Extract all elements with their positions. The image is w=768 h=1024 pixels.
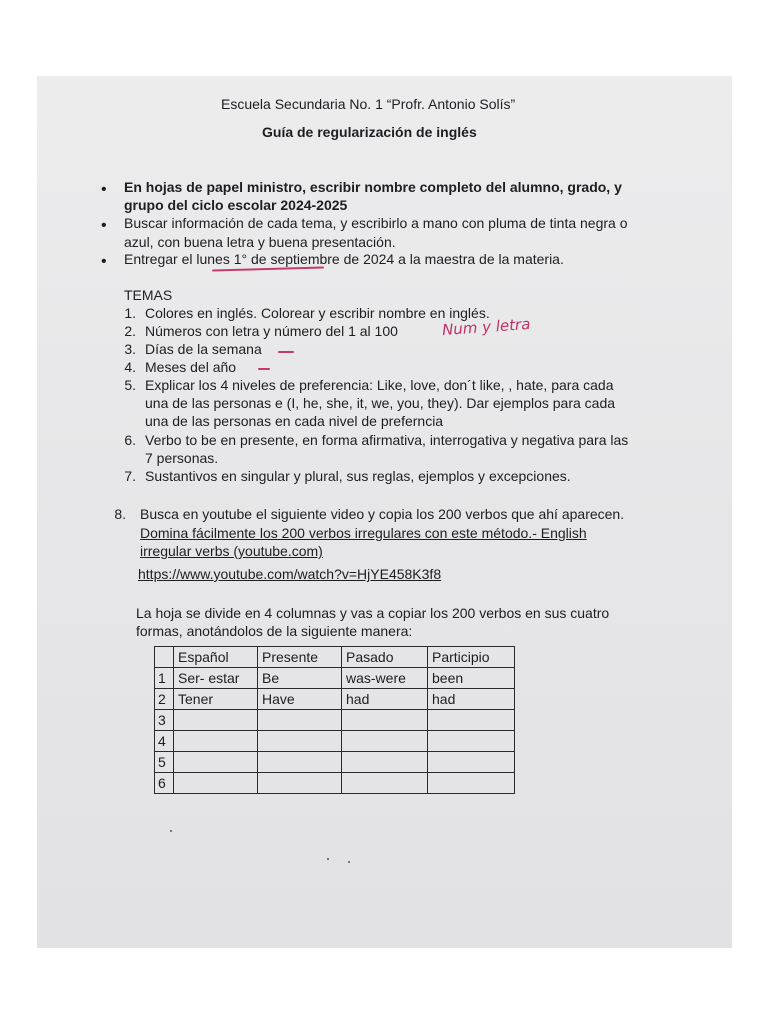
instruction-2-line-1: Buscar información de cada tema, y escribirlo a mano con pluma de tinta negra o xyxy=(124,215,628,231)
tema-5-line-2: una de las personas e (I, he, she, it, we, you, they). Dar ejemplos para cada xyxy=(145,395,616,411)
header-espanol: Español xyxy=(174,647,258,668)
instruction-1-line-1: En hojas de papel ministro, escribir nombre completo del alumno, grado, y xyxy=(124,179,622,195)
table-cell xyxy=(174,731,258,752)
table-cell xyxy=(428,773,515,794)
row-number: 4 xyxy=(155,731,174,752)
table-cell: had xyxy=(428,689,515,710)
item-number: 2. xyxy=(124,323,136,339)
bullet-icon: • xyxy=(101,253,107,270)
table-cell xyxy=(342,773,428,794)
table-header-row xyxy=(155,647,515,668)
row-number: 6 xyxy=(155,773,174,794)
item-number: 3. xyxy=(124,341,136,357)
table-cell: had xyxy=(342,689,428,710)
table-cell xyxy=(258,752,342,773)
table-cell: Be xyxy=(258,668,342,689)
handwritten-note: Num y letra xyxy=(441,314,531,340)
row-number: 3 xyxy=(155,710,174,731)
bullet-icon: • xyxy=(101,181,107,198)
tema-4: Meses del año xyxy=(145,359,237,375)
table-row xyxy=(155,731,515,752)
item-number: 1. xyxy=(124,305,136,321)
table-cell xyxy=(174,773,258,794)
row-number: 2 xyxy=(155,689,174,710)
tema-5-line-1: Explicar los 4 niveles de preferencia: Like, love, don´t like, , hate, para cada xyxy=(145,377,614,393)
table-intro-line-1: La hoja se divide en 4 columnas y vas a copiar los 200 verbos en sus cuatro xyxy=(136,605,610,621)
paper-speck xyxy=(170,830,172,832)
header-pasado: Pasado xyxy=(342,647,428,668)
table-corner-cell xyxy=(155,647,174,668)
row-number: 1 xyxy=(155,668,174,689)
item-number: 8. xyxy=(114,506,126,522)
pen-dash xyxy=(258,368,270,370)
table-cell xyxy=(258,710,342,731)
pen-dash xyxy=(278,351,294,353)
row-number: 5 xyxy=(155,752,174,773)
temas-heading: TEMAS xyxy=(124,287,173,303)
verbs-table xyxy=(154,646,515,794)
table-cell xyxy=(342,731,428,752)
video-url-link[interactable]: https://www.youtube.com/watch?v=HjYE458K3f8 xyxy=(138,566,442,582)
item-number: 7. xyxy=(124,468,136,484)
table-cell: was-were xyxy=(342,668,428,689)
tema-7: Sustantivos en singular y plural, sus reglas, ejemplos y excepciones. xyxy=(145,468,571,484)
tema-6-line-1: Verbo to be en presente, en forma afirmativa, interrogativa y negativa para las xyxy=(145,432,629,448)
header-presente: Presente xyxy=(258,647,342,668)
item-number: 6. xyxy=(124,432,136,448)
table-cell xyxy=(342,710,428,731)
tema-2: Números con letra y número del 1 al 100 xyxy=(145,323,398,339)
table-intro-line-2: formas, anotándolos de la siguiente manera: xyxy=(136,623,413,639)
tema-3: Días de la semana xyxy=(145,341,262,357)
header-participio: Participio xyxy=(428,647,515,668)
tema-8-line-1: Busca en youtube el siguiente video y copia los 200 verbos que ahí aparecen. xyxy=(140,506,625,522)
item-number: 4. xyxy=(124,359,136,375)
table-cell xyxy=(428,710,515,731)
video-title-link[interactable]: Domina fácilmente los 200 verbos irregulares con este método.- English xyxy=(140,525,587,541)
item-number: 5. xyxy=(124,377,136,393)
table-row xyxy=(155,752,515,773)
table-cell xyxy=(428,752,515,773)
instruction-2-line-2: azul, con buena letra y buena presentación. xyxy=(124,234,396,250)
bullet-icon: • xyxy=(101,217,107,234)
table-cell: Tener xyxy=(174,689,258,710)
paper-speck xyxy=(348,861,350,863)
tema-1: Colores en inglés. Colorear y escribir nombre en inglés. xyxy=(145,305,490,321)
table-cell xyxy=(258,731,342,752)
table-row xyxy=(155,773,515,794)
table-cell xyxy=(174,752,258,773)
table-row xyxy=(155,668,515,689)
table-cell xyxy=(258,773,342,794)
table-row xyxy=(155,710,515,731)
video-title-link-cont[interactable]: irregular verbs (youtube.com) xyxy=(140,543,323,559)
table-cell xyxy=(342,752,428,773)
tema-5-line-3: una de las personas en cada nivel de preferncia xyxy=(145,413,444,429)
school-name: Escuela Secundaria No. 1 “Profr. Antonio Solís” xyxy=(221,96,516,112)
table-row xyxy=(155,689,515,710)
table-cell xyxy=(428,731,515,752)
paper-speck xyxy=(327,858,329,860)
table-cell xyxy=(174,710,258,731)
instruction-3: Entregar el lunes 1° de septiembre de 2024 a la maestra de la materia. xyxy=(124,251,564,267)
table-cell: Have xyxy=(258,689,342,710)
table-cell: been xyxy=(428,668,515,689)
table-cell: Ser- estar xyxy=(174,668,258,689)
guide-title: Guía de regularización de inglés xyxy=(262,124,477,140)
instruction-1-line-2: grupo del ciclo escolar 2024-2025 xyxy=(124,197,348,213)
tema-6-line-2: 7 personas. xyxy=(145,450,219,466)
